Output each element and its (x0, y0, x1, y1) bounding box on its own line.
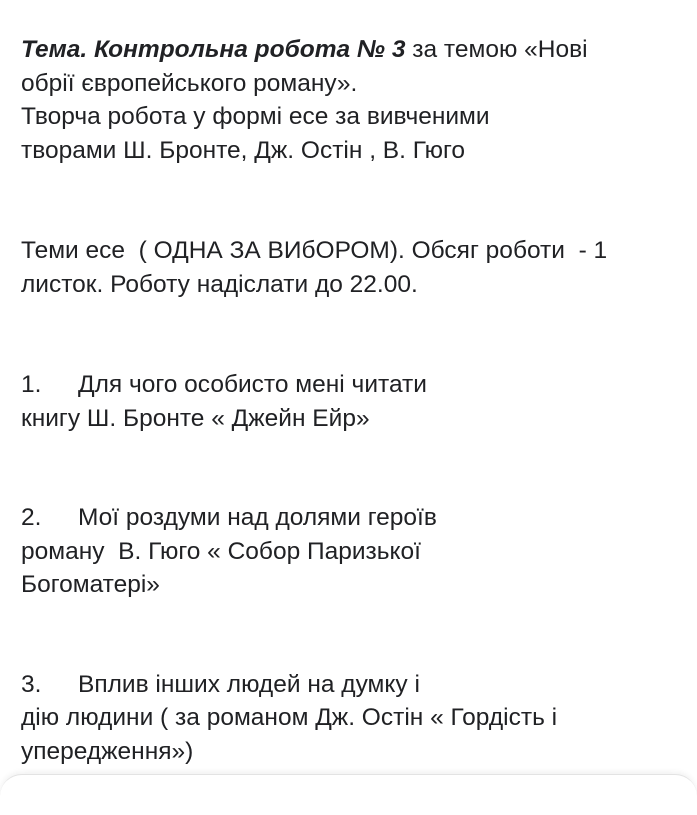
header-block (21, 33, 681, 167)
subtitle-line-1: Творча робота у формі есе за вивченими (21, 103, 490, 130)
title-line (21, 33, 681, 67)
topic-number: 3. (21, 670, 42, 698)
topic-text: Богоматері» (21, 571, 160, 598)
topic-item-3 (21, 668, 681, 769)
topic-text: дію людини ( за романом Дж. Остін « Гордість і (21, 704, 558, 731)
topic-item-2 (21, 501, 681, 602)
instructions-line-1: Теми есе ( ОДНА ЗА ВИбОРОМ). Обсяг роботи - 1 (21, 237, 608, 264)
document-text (21, 33, 681, 768)
topic-number: 2. (21, 504, 42, 531)
topic-text: Для чого особисто мені читати (78, 371, 427, 398)
topic-text: книгу Ш. Бронте « Джейн Ейр» (21, 404, 370, 432)
subtitle-line-2: творами Ш. Бронте, Дж. Остін , В. Гюго (21, 136, 466, 164)
topic-text: Мої роздуми над долями героїв (78, 504, 437, 531)
topic-text: Вплив інших людей на думку і (78, 670, 420, 698)
title-line-2: обрії європейського роману». (21, 69, 358, 97)
topic-text: роману В. Гюго « Собор Паризької (21, 537, 421, 565)
title-rest-text: за темою «Нові (405, 36, 588, 63)
topic-text: упередження») (21, 737, 194, 765)
topic-number: 1. (21, 371, 42, 398)
instructions-line-2: листок. Роботу надіслати до 22.00. (21, 270, 418, 298)
instructions-block (21, 234, 681, 301)
bottom-sheet-edge (0, 774, 697, 815)
title-bold-text: Тема. Контрольна робота № 3 (21, 36, 406, 63)
topic-item-1 (21, 368, 681, 435)
